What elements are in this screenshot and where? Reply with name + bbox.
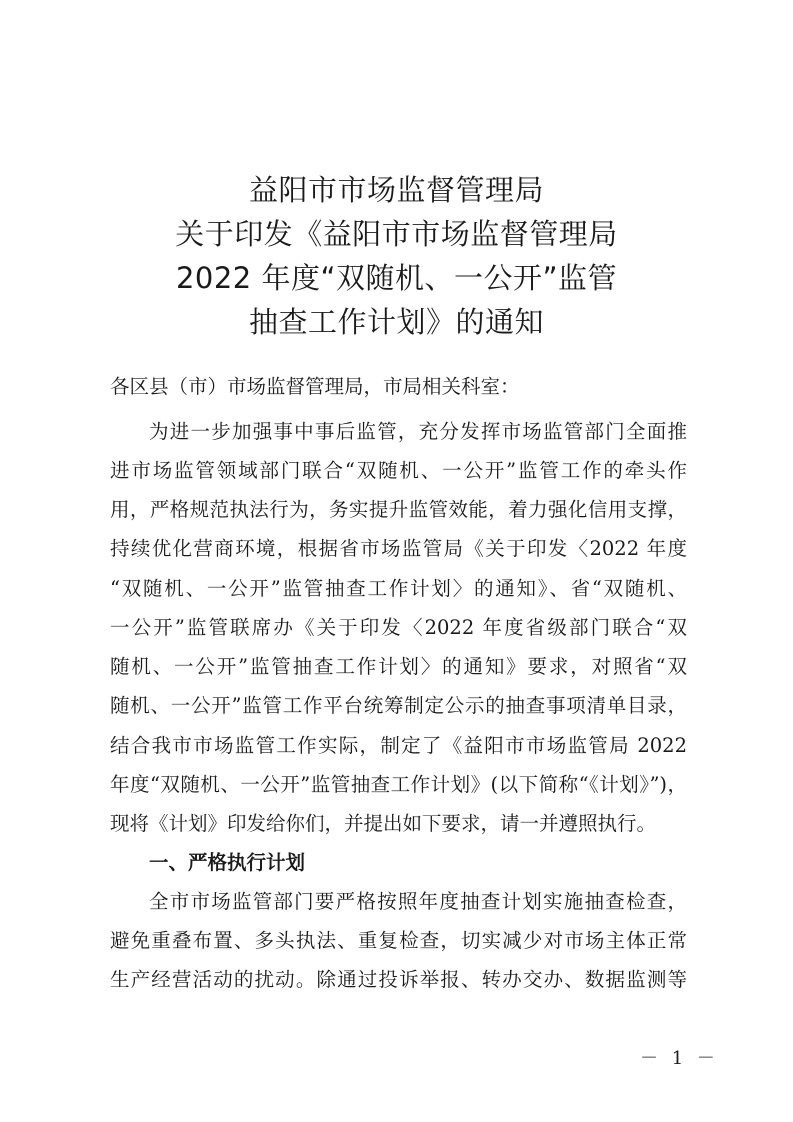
paragraph-line: 一公开”监管联席办《关于印发〈2022 年度省级部门联合“双 xyxy=(110,616,687,639)
title-line: 抽查工作计划》的通知 xyxy=(248,305,544,339)
title-line: 益阳市市场监督管理局 xyxy=(248,173,544,207)
title-line: 关于印发《益阳市市场监督管理局 xyxy=(175,217,618,251)
paragraph-line: 随机、一公开”监管抽查工作计划〉的通知》要求，对照省“双 xyxy=(110,655,687,678)
paragraph-line: 全市市场监管部门要严格按照年度抽查计划实施抽查检查， xyxy=(149,890,687,913)
section-heading: 一、严格执行计划 xyxy=(149,851,306,874)
paragraph-line: 进市场监管领域部门联合“双随机、一公开”监管工作的牵头作 xyxy=(110,459,687,482)
paragraph-line: 随机、一公开”监管工作平台统筹制定公示的抽查事项清单目录， xyxy=(110,694,687,717)
title-line: 2022 年度“双随机、一公开”监管 xyxy=(175,261,618,295)
paragraph-line: 为进一步加强事中事后监管，充分发挥市场监管部门全面推 xyxy=(149,420,687,443)
paragraph-line: 避免重叠布置、多头执法、重复检查，切实减少对市场主体正常 xyxy=(110,929,687,952)
paragraph-line: 用，严格规范执法行为，务实提升监管效能，着力强化信用支撑， xyxy=(110,498,687,521)
salutation: 各区县（市）市场监督管理局，市局相关科室： xyxy=(110,375,520,398)
paragraph-line: 生产经营活动的扰动。除通过投诉举报、转办交办、数据监测等 xyxy=(110,968,687,991)
paragraph-line: 结合我市市场监管工作实际，制定了《益阳市市场监管局 2022 xyxy=(110,734,687,757)
paragraph-line: 年度“双随机、一公开”监管抽查工作计划》(以下简称“《计划》”)， xyxy=(110,773,687,796)
document-title xyxy=(0,168,793,344)
paragraph-line: “双随机、一公开”监管抽查工作计划〉的通知》、省“双随机、 xyxy=(110,577,687,600)
paragraph-line: 持续优化营商环境，根据省市场监管局《关于印发〈2022 年度 xyxy=(110,537,687,560)
page-number: － 1 － xyxy=(640,1048,719,1069)
paragraph-line: 现将《计划》印发给你们，并提出如下要求，请一并遵照执行。 xyxy=(110,812,657,835)
